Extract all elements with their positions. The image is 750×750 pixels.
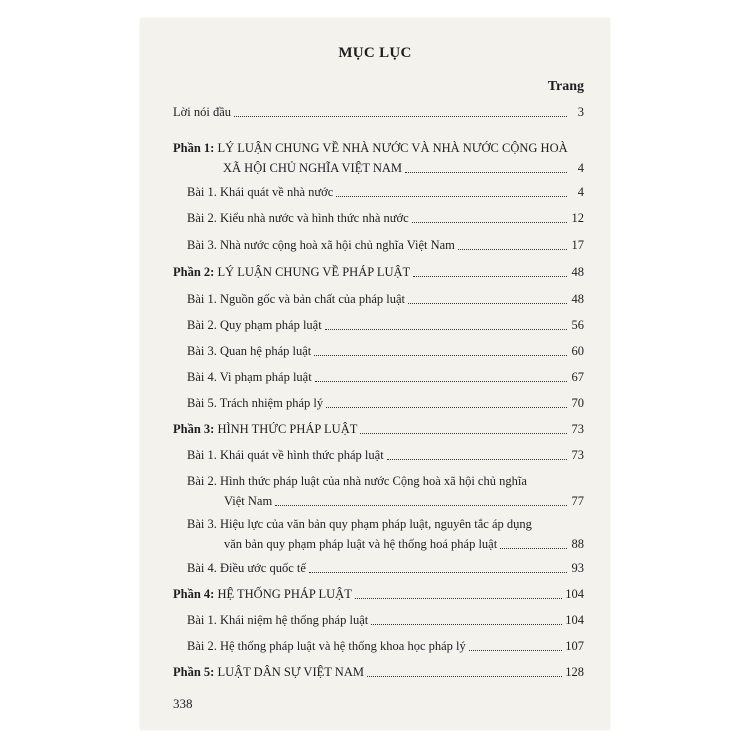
dot-leader bbox=[326, 406, 567, 408]
toc-page-number: 67 bbox=[571, 370, 584, 384]
toc-page-number: 56 bbox=[571, 318, 584, 332]
toc-part-title: LÝ LUẬN CHUNG VỀ PHÁP LUẬT bbox=[217, 265, 411, 279]
toc-part-label: Phần 3: bbox=[173, 422, 215, 436]
dot-leader bbox=[234, 115, 567, 117]
toc-page-number: 93 bbox=[571, 561, 584, 575]
dot-leader bbox=[309, 571, 567, 573]
toc-lesson bbox=[187, 473, 584, 509]
toc-part-label: Phần 2: bbox=[173, 265, 215, 279]
toc-entry-text: Lời nói đầu bbox=[173, 105, 231, 119]
toc-part-title: HỆ THỐNG PHÁP LUẬT bbox=[217, 587, 352, 601]
toc-part-2 bbox=[173, 264, 584, 280]
dot-leader bbox=[387, 458, 567, 460]
toc-page-number: 104 bbox=[565, 587, 584, 601]
toc-lesson bbox=[187, 237, 584, 253]
toc-lesson bbox=[187, 447, 584, 463]
toc-lesson bbox=[187, 369, 584, 385]
toc-entry-text: Bài 1. Khái quát về nhà nước bbox=[187, 185, 334, 199]
toc-page-number: 60 bbox=[571, 344, 584, 358]
toc-entry-text: Bài 3. Hiệu lực của văn bản quy phạm pháp luật, nguyên tắc áp dụng bbox=[187, 517, 532, 531]
toc-page-number: 104 bbox=[565, 613, 584, 627]
toc-part-title-line2: XÃ HỘI CHỦ NGHĨA VIỆT NAM bbox=[223, 161, 403, 175]
toc-page-number: 107 bbox=[565, 639, 584, 653]
toc-page-number: 4 bbox=[577, 161, 584, 175]
toc-entry-text: Bài 4. Điều ước quốc tế bbox=[187, 561, 306, 575]
toc-entry-text: Bài 2. Hệ thống pháp luật và hệ thống khoa học pháp lý bbox=[187, 639, 466, 653]
dot-leader bbox=[408, 302, 567, 304]
toc-part-3 bbox=[173, 421, 584, 437]
toc-entry-text: Bài 2. Kiểu nhà nước và hình thức nhà nước bbox=[187, 211, 409, 225]
toc-entry-preface bbox=[173, 104, 584, 120]
toc-part-title: HÌNH THỨC PHÁP LUẬT bbox=[217, 422, 358, 436]
toc-lesson bbox=[187, 612, 584, 628]
toc-entry-text: Bài 2. Hình thức pháp luật của nhà nước Cộng hoà xã hội chủ nghĩa bbox=[187, 474, 527, 488]
dot-leader bbox=[458, 248, 567, 250]
toc-entry-text: Bài 1. Nguồn gốc và bản chất của pháp luật bbox=[187, 292, 405, 306]
toc-lesson bbox=[187, 184, 584, 200]
dot-leader bbox=[336, 195, 567, 197]
toc-part-4 bbox=[173, 586, 584, 602]
toc-page-number: 3 bbox=[577, 105, 584, 119]
toc-part-label: Phần 5: bbox=[173, 665, 215, 679]
dot-leader bbox=[371, 623, 562, 625]
toc-lesson bbox=[187, 210, 584, 226]
toc-lesson bbox=[187, 395, 584, 411]
toc-page-number: 73 bbox=[571, 448, 584, 462]
toc-part-label: Phần 1: bbox=[173, 141, 215, 155]
toc-page-number: 48 bbox=[571, 292, 584, 306]
toc-lesson bbox=[187, 343, 584, 359]
toc-page-number: 128 bbox=[565, 665, 584, 679]
toc-page-number: 70 bbox=[571, 396, 584, 410]
toc-entry-text-line2: văn bản quy phạm pháp luật và hệ thống hoá pháp luật bbox=[224, 537, 498, 551]
dot-leader bbox=[325, 328, 567, 330]
toc-part-5 bbox=[173, 664, 584, 680]
toc-page-number: 4 bbox=[577, 185, 584, 199]
toc-page-number: 73 bbox=[571, 422, 584, 436]
toc-lesson bbox=[187, 317, 584, 333]
dot-leader bbox=[367, 675, 562, 677]
toc-entry-text: Bài 1. Khái niệm hệ thống pháp luật bbox=[187, 613, 369, 627]
dot-leader bbox=[275, 504, 567, 506]
dot-leader bbox=[469, 649, 562, 651]
toc-part-label: Phần 4: bbox=[173, 587, 215, 601]
page-column-heading: Trang bbox=[547, 79, 584, 94]
toc-part-title: LUẬT DÂN SỰ VIỆT NAM bbox=[217, 665, 364, 679]
toc-entry-text: Bài 4. Vi phạm pháp luật bbox=[187, 370, 312, 384]
page-title: MỤC LỤC bbox=[338, 45, 412, 61]
toc-part-title-line1: LÝ LUẬN CHUNG VỀ NHÀ NƯỚC VÀ NHÀ NƯỚC CỘNG HOÀ bbox=[217, 141, 568, 155]
toc-lesson bbox=[187, 560, 584, 576]
dot-leader bbox=[355, 597, 562, 599]
toc-entry-text: Bài 5. Trách nhiệm pháp lý bbox=[187, 396, 324, 410]
toc-page-number: 48 bbox=[571, 265, 584, 279]
dot-leader bbox=[500, 547, 567, 549]
toc-page-number: 17 bbox=[571, 238, 584, 252]
toc-entry-text: Bài 2. Quy phạm pháp luật bbox=[187, 318, 322, 332]
toc-page-number: 12 bbox=[571, 211, 584, 225]
toc-page-number: 77 bbox=[571, 494, 584, 508]
dot-leader bbox=[315, 380, 567, 382]
dot-leader bbox=[314, 354, 567, 356]
toc-lesson bbox=[187, 516, 584, 552]
dot-leader bbox=[360, 432, 567, 434]
toc-entry-text-line2: Việt Nam bbox=[224, 494, 273, 508]
toc-entry-text: Bài 3. Quan hệ pháp luật bbox=[187, 344, 312, 358]
page-number: 338 bbox=[173, 696, 193, 711]
toc-entry-text: Bài 1. Khái quát về hình thức pháp luật bbox=[187, 448, 384, 462]
toc-entry-text: Bài 3. Nhà nước cộng hoà xã hội chủ nghĩa Việt Nam bbox=[187, 238, 455, 252]
toc-page-number: 88 bbox=[571, 537, 584, 551]
dot-leader bbox=[405, 171, 567, 173]
dot-leader bbox=[412, 221, 567, 223]
toc-lesson bbox=[187, 291, 584, 307]
dot-leader bbox=[413, 275, 567, 277]
toc-lesson bbox=[187, 638, 584, 654]
toc-part-1 bbox=[173, 140, 584, 176]
